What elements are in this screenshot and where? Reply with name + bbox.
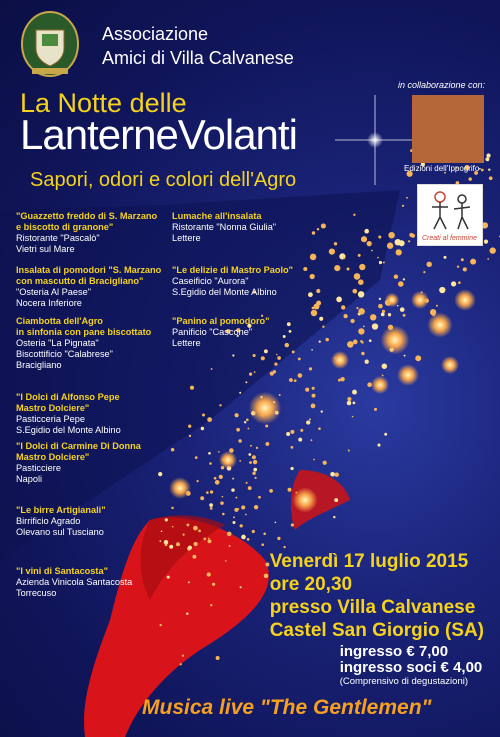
lantern <box>241 505 245 509</box>
lantern <box>488 169 490 171</box>
lantern <box>377 257 379 259</box>
lantern <box>347 341 354 348</box>
lantern <box>252 530 255 533</box>
lantern-glow <box>427 312 452 337</box>
lantern <box>338 379 341 382</box>
collab-label: in collaborazione con: <box>398 80 486 90</box>
lantern <box>209 503 213 507</box>
lantern <box>253 460 257 464</box>
lantern <box>387 243 393 249</box>
lantern <box>388 232 394 238</box>
lantern <box>333 516 335 518</box>
lantern-glow <box>331 351 349 369</box>
lantern-glow <box>292 487 317 512</box>
lantern <box>169 545 173 549</box>
lantern <box>232 354 234 356</box>
lantern <box>363 325 365 327</box>
lantern <box>298 357 301 360</box>
lantern-glow <box>385 293 399 307</box>
lantern <box>252 455 256 459</box>
lantern <box>172 526 174 528</box>
lantern <box>241 535 246 540</box>
lantern <box>371 250 373 252</box>
assoc-line-1: Associazione <box>102 24 209 44</box>
lantern <box>254 371 256 373</box>
lantern <box>219 404 221 406</box>
menu-item-venue: Ristorante "Nonna Giulia" Lettere <box>172 222 277 243</box>
menu-item <box>172 265 322 298</box>
lantern <box>244 421 246 423</box>
lantern <box>309 367 312 370</box>
lantern <box>264 349 268 353</box>
price-members: ingresso soci € 4,00 <box>339 659 483 676</box>
lantern <box>210 604 212 606</box>
lantern <box>253 468 257 472</box>
lantern <box>348 449 350 451</box>
lantern <box>334 498 338 502</box>
lantern <box>406 197 408 199</box>
lantern <box>222 496 224 498</box>
lantern <box>202 414 205 417</box>
lantern <box>208 452 211 455</box>
lantern-glow <box>454 289 476 311</box>
lantern <box>347 397 351 401</box>
lantern <box>207 572 211 576</box>
lantern <box>250 445 252 447</box>
lantern <box>263 532 266 535</box>
lantern <box>423 271 425 273</box>
lantern <box>186 523 189 526</box>
lantern <box>203 538 206 541</box>
menu-item-venue: Pasticceria Pepe S.Egidio del Monte Albino <box>16 414 121 435</box>
title-line-2: LanterneVolanti <box>20 111 297 158</box>
lantern <box>283 546 285 548</box>
lantern <box>222 513 225 516</box>
price-note: (Comprensivo di degustazioni) <box>339 676 468 687</box>
lantern <box>249 372 252 375</box>
lantern <box>485 157 489 161</box>
lantern <box>382 374 384 376</box>
lantern <box>265 442 269 446</box>
lantern <box>176 542 180 546</box>
partner-logo-creati <box>417 184 483 246</box>
lantern <box>201 427 204 430</box>
lantern <box>254 505 258 509</box>
lantern <box>279 394 281 396</box>
lantern <box>294 379 297 382</box>
lantern <box>361 341 363 343</box>
menu-item <box>16 441 166 485</box>
lantern-glow <box>381 326 410 355</box>
lantern <box>252 472 255 475</box>
menu-item-venue: Panificio "Cascone" Lettere <box>172 327 253 348</box>
lantern <box>275 522 277 524</box>
lantern <box>411 234 415 238</box>
menu-item-venue: "Osteria Al Paese" Nocera Inferiore <box>16 287 91 308</box>
lantern <box>233 516 235 518</box>
lantern <box>277 537 280 540</box>
lantern <box>196 480 198 482</box>
lantern <box>481 169 484 172</box>
title-line-1: La Notte delle <box>20 88 187 118</box>
lantern <box>408 240 410 242</box>
event-details <box>270 550 484 687</box>
lantern <box>219 475 223 479</box>
lantern <box>209 462 212 465</box>
lantern <box>358 291 364 297</box>
menu-item <box>172 316 322 349</box>
menu-item-title: Lumache all'insalata <box>172 211 262 221</box>
lantern <box>426 262 431 267</box>
lantern <box>484 240 488 244</box>
lantern <box>311 349 313 351</box>
lantern <box>399 240 405 246</box>
lantern <box>347 268 350 271</box>
lantern <box>291 446 294 449</box>
lantern <box>227 532 232 537</box>
lantern <box>436 305 438 307</box>
lantern <box>309 418 311 420</box>
lantern <box>215 480 220 485</box>
menu-item-title: "Le delizie di Mastro Paolo" <box>172 265 294 275</box>
lantern <box>171 507 173 509</box>
lantern <box>265 424 268 427</box>
lantern <box>402 205 404 207</box>
lantern <box>325 338 328 341</box>
lantern <box>276 354 278 356</box>
lantern <box>382 310 385 313</box>
lantern <box>486 153 490 157</box>
lantern <box>248 486 252 490</box>
menu-item-title: "Le birre Artigianali" <box>16 505 106 515</box>
lantern <box>305 388 309 392</box>
lantern <box>220 501 224 505</box>
lantern <box>239 460 241 462</box>
lantern <box>160 624 162 626</box>
lantern <box>382 363 387 368</box>
lantern <box>312 394 316 398</box>
lantern-glow <box>249 392 281 424</box>
lantern <box>188 581 190 583</box>
partner-logo-ippogrifo <box>412 95 484 163</box>
lantern <box>310 254 317 261</box>
lantern <box>298 373 303 378</box>
music-live: Musica live "The Gentlemen" <box>142 696 432 719</box>
lantern <box>458 281 461 284</box>
menu-item-venue: Ristorante "Pascalò" Vietri sul Mare <box>16 233 100 254</box>
menu-item-title: "I Dolci di Alfonso Pepe Mastro Dolciere" <box>16 392 120 413</box>
lantern <box>310 439 312 441</box>
lantern <box>468 177 471 180</box>
lantern <box>210 490 213 493</box>
lantern <box>246 482 248 484</box>
lantern <box>334 265 340 271</box>
lantern <box>159 540 161 542</box>
subtitle: Sapori, odori e colori dell'Agro <box>30 169 297 191</box>
menu-item-venue: Birrificio Agrado Olevano sul Tusciano <box>16 516 104 537</box>
lantern <box>255 477 257 479</box>
lantern <box>200 496 204 500</box>
lantern <box>186 612 188 614</box>
lantern <box>208 538 210 540</box>
lantern <box>334 472 338 476</box>
lantern <box>210 507 213 510</box>
lantern <box>470 259 476 265</box>
lantern <box>396 249 402 255</box>
lantern <box>487 258 489 260</box>
lantern <box>353 340 358 345</box>
sparkle-icon <box>335 95 415 185</box>
lantern <box>298 438 302 442</box>
lantern <box>207 417 212 422</box>
lantern <box>245 381 247 383</box>
lantern <box>225 560 227 562</box>
menu-item <box>16 566 166 599</box>
lantern <box>439 287 445 293</box>
lantern <box>444 256 447 259</box>
lantern <box>352 390 357 395</box>
lantern <box>343 314 347 318</box>
lantern <box>313 459 315 461</box>
lantern <box>394 275 398 279</box>
lantern <box>400 307 405 312</box>
lantern <box>269 489 273 493</box>
lantern <box>231 488 234 491</box>
lantern <box>489 176 493 180</box>
lantern <box>214 477 217 480</box>
lantern <box>182 655 184 657</box>
association-name <box>102 22 294 70</box>
lantern <box>340 377 344 381</box>
lantern <box>240 524 243 527</box>
menu-item <box>16 211 166 255</box>
lantern-glow <box>397 364 419 386</box>
menu-item-title: Ciambotta dell'Agro in sinfonia con pane biscottato <box>16 316 152 337</box>
menu-item <box>172 211 322 244</box>
lantern <box>192 555 196 559</box>
lantern <box>212 583 215 586</box>
association-logo <box>18 8 82 80</box>
lantern <box>314 304 320 310</box>
lantern <box>171 448 174 451</box>
lantern <box>277 356 281 360</box>
lantern <box>378 304 383 309</box>
lantern <box>274 362 277 365</box>
lantern <box>490 247 496 253</box>
lantern <box>216 656 220 660</box>
lantern <box>286 432 290 436</box>
partner-label-creati: Creati al femmine <box>422 235 477 242</box>
lantern <box>258 496 261 499</box>
menu-item-venue: Azienda Vinicola Santacosta Torrecuso <box>16 577 133 598</box>
lantern <box>352 289 357 294</box>
lantern <box>240 586 242 588</box>
lantern <box>195 456 198 459</box>
lantern <box>378 235 381 238</box>
event-city: Castel San Giorgio (SA) <box>269 620 484 641</box>
menu-item-title: "Panino al pomodoro" <box>172 316 270 326</box>
lantern <box>379 261 382 264</box>
lantern <box>290 430 294 434</box>
lantern <box>232 478 234 480</box>
lantern <box>167 576 170 579</box>
lantern <box>311 404 316 409</box>
lantern <box>194 542 198 546</box>
lantern <box>180 663 182 665</box>
lantern <box>193 526 198 531</box>
lantern <box>451 281 456 286</box>
lantern <box>330 472 335 477</box>
lantern <box>321 410 323 412</box>
lantern <box>381 312 385 316</box>
menu-item-title: "Guazzetto freddo di S. Marzano e biscotto di granone" <box>16 211 158 232</box>
lantern <box>232 521 235 524</box>
lantern <box>367 241 372 246</box>
lantern <box>358 328 364 334</box>
lantern <box>353 402 356 405</box>
lantern <box>249 461 252 464</box>
lantern <box>329 248 335 254</box>
lantern <box>198 530 201 533</box>
lantern <box>248 453 251 456</box>
assoc-line-2: Amici di Villa Calvanese <box>102 48 294 68</box>
lantern <box>358 308 365 315</box>
lantern <box>189 435 191 437</box>
menu-item <box>16 392 166 436</box>
lantern <box>415 355 421 361</box>
lantern-glow <box>411 291 429 309</box>
lantern <box>361 352 365 356</box>
lantern <box>312 387 315 390</box>
lantern <box>246 418 249 421</box>
lantern <box>383 262 385 264</box>
lantern <box>318 427 321 430</box>
lantern <box>377 444 380 447</box>
lantern <box>365 360 369 364</box>
lantern <box>290 467 293 470</box>
lantern <box>457 266 459 268</box>
lantern <box>218 451 220 453</box>
lantern <box>369 339 372 342</box>
lantern <box>347 401 352 406</box>
lantern <box>245 514 247 516</box>
menu-item <box>16 505 166 538</box>
lantern <box>238 439 241 442</box>
lantern <box>361 236 367 242</box>
lantern <box>239 392 241 394</box>
lantern <box>384 433 387 436</box>
lantern <box>354 273 361 280</box>
lantern <box>364 229 369 234</box>
lantern <box>300 429 303 432</box>
event-place: presso Villa Calvanese <box>269 597 476 618</box>
lantern <box>461 258 464 261</box>
lantern <box>261 543 264 546</box>
lantern <box>358 279 364 285</box>
lantern <box>234 508 238 512</box>
lantern-glow <box>219 451 237 469</box>
lantern <box>236 428 240 432</box>
lantern <box>208 539 212 543</box>
lantern <box>323 461 327 465</box>
lantern <box>398 281 404 287</box>
menu-item <box>16 316 166 371</box>
lantern <box>183 534 185 536</box>
lantern <box>343 257 345 259</box>
lantern <box>334 242 337 245</box>
lantern <box>190 386 194 390</box>
lantern <box>372 323 378 329</box>
event-time: ore 20,30 <box>269 574 353 595</box>
lantern <box>261 356 265 360</box>
lantern <box>273 370 276 373</box>
lantern <box>292 350 295 353</box>
lantern <box>229 545 231 547</box>
lantern <box>463 267 467 271</box>
lantern <box>403 278 405 280</box>
lantern <box>358 254 361 257</box>
lantern <box>264 574 269 579</box>
menu-item-title: "I vini di Santacosta" <box>16 566 108 576</box>
lantern <box>288 488 292 492</box>
partner-label-ippogrifo: Edizioni dell'Ippogrifo <box>404 164 480 173</box>
lantern <box>247 428 249 430</box>
lantern <box>206 491 209 494</box>
lantern <box>336 297 342 303</box>
lantern <box>306 420 310 424</box>
lantern <box>165 543 168 546</box>
menu-item <box>16 265 166 309</box>
lantern <box>352 416 354 418</box>
lantern <box>353 214 355 216</box>
lantern <box>247 538 250 541</box>
menu-item-title: "I Dolci di Carmine Di Donna Mastro Dolciere" <box>16 441 141 462</box>
lantern <box>188 425 191 428</box>
lantern <box>350 319 354 323</box>
menu-item-title: Insalata di pomodori "S. Marzano con mascutto di Bracigliano" <box>16 265 162 286</box>
lantern <box>374 408 377 411</box>
lantern <box>253 354 256 357</box>
lantern <box>370 314 376 320</box>
lantern <box>256 447 258 449</box>
lantern-glow <box>371 376 389 394</box>
lantern <box>289 378 293 382</box>
menu-item-venue: Caseificio "Aurora" S.Egidio del Monte Albino <box>172 276 277 297</box>
lantern <box>235 497 237 499</box>
lantern <box>379 298 381 300</box>
lantern-glow <box>441 356 459 374</box>
lantern <box>356 307 358 309</box>
menu-item-venue: Osteria "La Pignata" Biscottificio "Calabrese" Bracigliano <box>16 338 113 370</box>
lantern <box>397 305 399 307</box>
lantern <box>291 523 294 526</box>
lantern <box>341 305 345 309</box>
event-date: Venerdì 17 luglio 2015 <box>269 551 469 572</box>
price-entry: ingresso € 7,00 <box>339 643 449 660</box>
dancing-figures-icon <box>418 185 482 235</box>
lantern <box>211 368 213 370</box>
lantern <box>188 546 192 550</box>
lantern <box>322 326 324 328</box>
lantern-glow <box>169 477 191 499</box>
lantern <box>359 264 365 270</box>
lantern <box>234 413 238 417</box>
lantern <box>388 313 391 316</box>
menu-item-venue: Pasticciere Napoli <box>16 463 61 484</box>
lantern <box>403 314 406 317</box>
lantern <box>404 355 406 357</box>
